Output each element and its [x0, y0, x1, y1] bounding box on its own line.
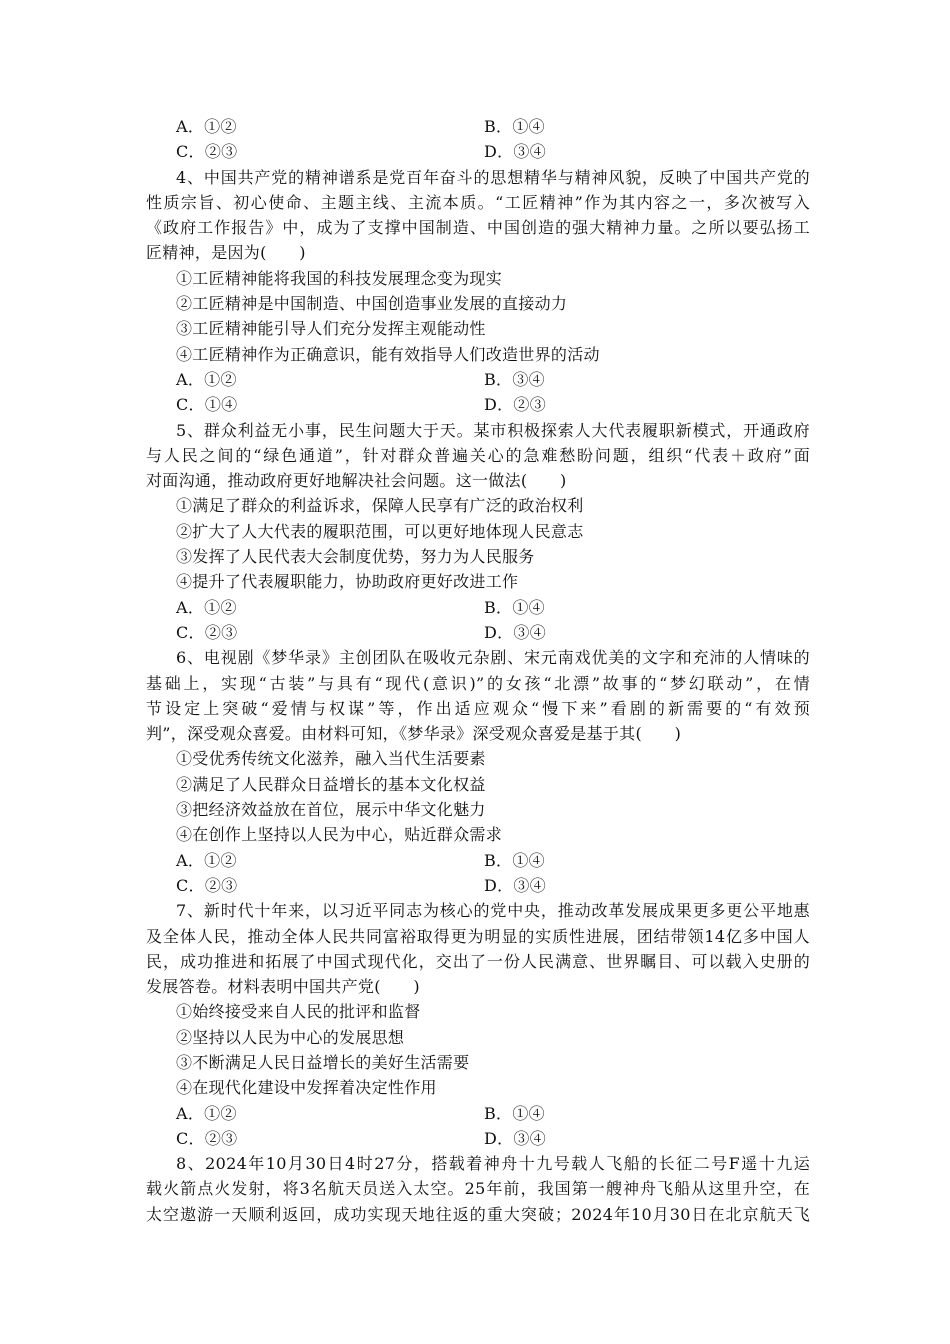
q6-stem-line-1: 6、电视剧《梦华录》主创团队在吸收元杂剧、宋元南戏优美的文字和充沛的人情味的	[176, 648, 810, 668]
q8-stem-line-2: 载火箭点火发射，将3名航天员送入太空。25年前，我国第一艘神舟飞船从这里升空，在	[146, 1179, 810, 1199]
q4-option-c[interactable]: C．①④	[176, 395, 238, 415]
q4-option-b[interactable]: B．③④	[484, 369, 545, 389]
q3-options-row-2	[146, 139, 810, 164]
exam-content	[146, 114, 810, 1227]
q3-option-a[interactable]: A．①②	[176, 117, 237, 136]
q3-option-c[interactable]: C．②③	[176, 142, 238, 162]
q6-item-3: ③把经济效益放在首位，展示中华文化魅力	[176, 800, 486, 820]
q6-option-b[interactable]: B．①④	[484, 850, 545, 870]
q6-item-2: ②满足了人民群众日益增长的基本文化权益	[176, 774, 486, 794]
q3-option-b[interactable]: B．①④	[484, 117, 545, 136]
q6-stem-line-2: 基础上，实现“古装”与具有“现代(意识)”的女孩“北漂”故事的“梦幻联动”，在情	[146, 673, 810, 693]
q6-stem-line-3: 节设定上突破“爱情与权谋”等，作出适应观众“慢下来”看剧的新需要的“有效预	[146, 698, 810, 718]
q5-item-3: ③发挥了人民代表大会制度优势，努力为人民服务	[176, 547, 535, 567]
q5-item-1: ①满足了群众的利益诉求，保障人民享有广泛的政治权利	[176, 496, 584, 516]
q7-option-a[interactable]: A．①②	[176, 1103, 237, 1123]
q6-option-a[interactable]: A．①②	[176, 850, 237, 870]
q7-stem-line-4: 发展答卷。材料表明中国共产党( )	[146, 977, 420, 997]
q4-item-2: ②工匠精神是中国制造、中国创造事业发展的直接动力	[176, 294, 568, 314]
q5-stem-line-3: 对面沟通，推动政府更好地解决社会问题。这一做法( )	[146, 471, 567, 491]
q6-option-c[interactable]: C．②③	[176, 875, 238, 895]
q4-options-row-2	[146, 392, 810, 417]
q4-stem-line-1: 4、中国共产党的精神谱系是党百年奋斗的思想精华与精神风貌，反映了中国共产党的	[176, 167, 810, 187]
q7-item-3: ③不断满足人民日益增长的美好生活需要	[176, 1052, 470, 1072]
q7-item-4: ④在现代化建设中发挥着决定性作用	[176, 1078, 437, 1098]
q5-stem-line-2: 与人民之间的“绿色通道”，针对群众普遍关心的急难愁盼问题，组织“代表＋政府”面	[146, 445, 810, 465]
q4-options-row-1	[146, 367, 810, 392]
q7-stem-line-3: 民，成功推进和拓展了中国式现代化，交出了一份人民满意、世界瞩目、可以载入史册的	[146, 951, 810, 971]
q7-options-row-2	[146, 1126, 810, 1151]
q4-stem-line-2: 性质宗旨、初心使命、主题主线、主流本质。“工匠精神”作为其内容之一，多次被写入	[146, 192, 810, 212]
q5-option-b[interactable]: B．①④	[484, 597, 545, 617]
q4-item-1: ①工匠精神能将我国的科技发展理念变为现实	[176, 268, 503, 288]
q7-options-row-1	[146, 1101, 810, 1126]
q3-options-row-1	[146, 114, 810, 139]
q7-item-2: ②坚持以人民为中心的发展思想	[176, 1027, 405, 1047]
q5-option-d[interactable]: D．③④	[484, 622, 547, 642]
q5-item-2: ②扩大了人大代表的履职范围，可以更好地体现人民意志	[176, 521, 584, 541]
q5-options-row-1	[146, 595, 810, 620]
q7-option-d[interactable]: D．③④	[484, 1128, 547, 1148]
q5-option-c[interactable]: C．②③	[176, 622, 238, 642]
q4-item-3: ③工匠精神能引导人们充分发挥主观能动性	[176, 319, 486, 339]
q7-option-b[interactable]: B．①④	[484, 1103, 545, 1123]
q8-stem-line-1: 8、2024年10月30日4时27分，搭载着神舟十九号载人飞船的长征二号F遥十九运	[176, 1154, 810, 1174]
q5-option-a[interactable]: A．①②	[176, 597, 237, 617]
q4-item-4: ④工匠精神作为正确意识，能有效指导人们改造世界的活动	[176, 344, 600, 364]
q6-stem-line-4: 判”，深受观众喜爱。由材料可知，《梦华录》深受观众喜爱是基于其( )	[146, 724, 682, 744]
q6-options-row-2	[146, 873, 810, 898]
q7-stem-line-2: 及全体人民，推动全体人民共同富裕取得更为明显的实质性进展，团结带领14亿多中国人	[146, 926, 810, 946]
q6-option-d[interactable]: D．③④	[484, 875, 547, 895]
q4-option-d[interactable]: D．②③	[484, 395, 547, 415]
q6-item-4: ④在创作上坚持以人民为中心，贴近群众需求	[176, 825, 503, 845]
q6-options-row-1	[146, 848, 810, 873]
q8-stem-line-3: 太空遨游一天顺利返回，成功实现天地往返的重大突破；2024年10月30日在北京航天飞	[146, 1204, 810, 1224]
q7-option-c[interactable]: C．②③	[176, 1128, 238, 1148]
q7-item-1: ①始终接受来自人民的批评和监督	[176, 1002, 421, 1022]
q6-item-1: ①受优秀传统文化滋养，融入当代生活要素	[176, 749, 486, 769]
q4-option-a[interactable]: A．①②	[176, 369, 237, 389]
q3-option-d[interactable]: D．③④	[484, 142, 547, 162]
q5-item-4: ④提升了代表履职能力，协助政府更好改进工作	[176, 572, 519, 592]
q4-stem-line-3: 《政府工作报告》中，成为了支撑中国制造、中国创造的强大精神力量。之所以要弘扬工	[146, 218, 810, 238]
q5-stem-line-1: 5、群众利益无小事，民生问题大于天。某市积极探索人大代表履职新模式，开通政府	[176, 420, 810, 440]
q5-options-row-2	[146, 620, 810, 645]
q4-stem-line-4: 匠精神，是因为( )	[146, 243, 306, 263]
q7-stem-line-1: 7、新时代十年来，以习近平同志为核心的党中央，推动改革发展成果更多更公平地惠	[176, 901, 810, 921]
